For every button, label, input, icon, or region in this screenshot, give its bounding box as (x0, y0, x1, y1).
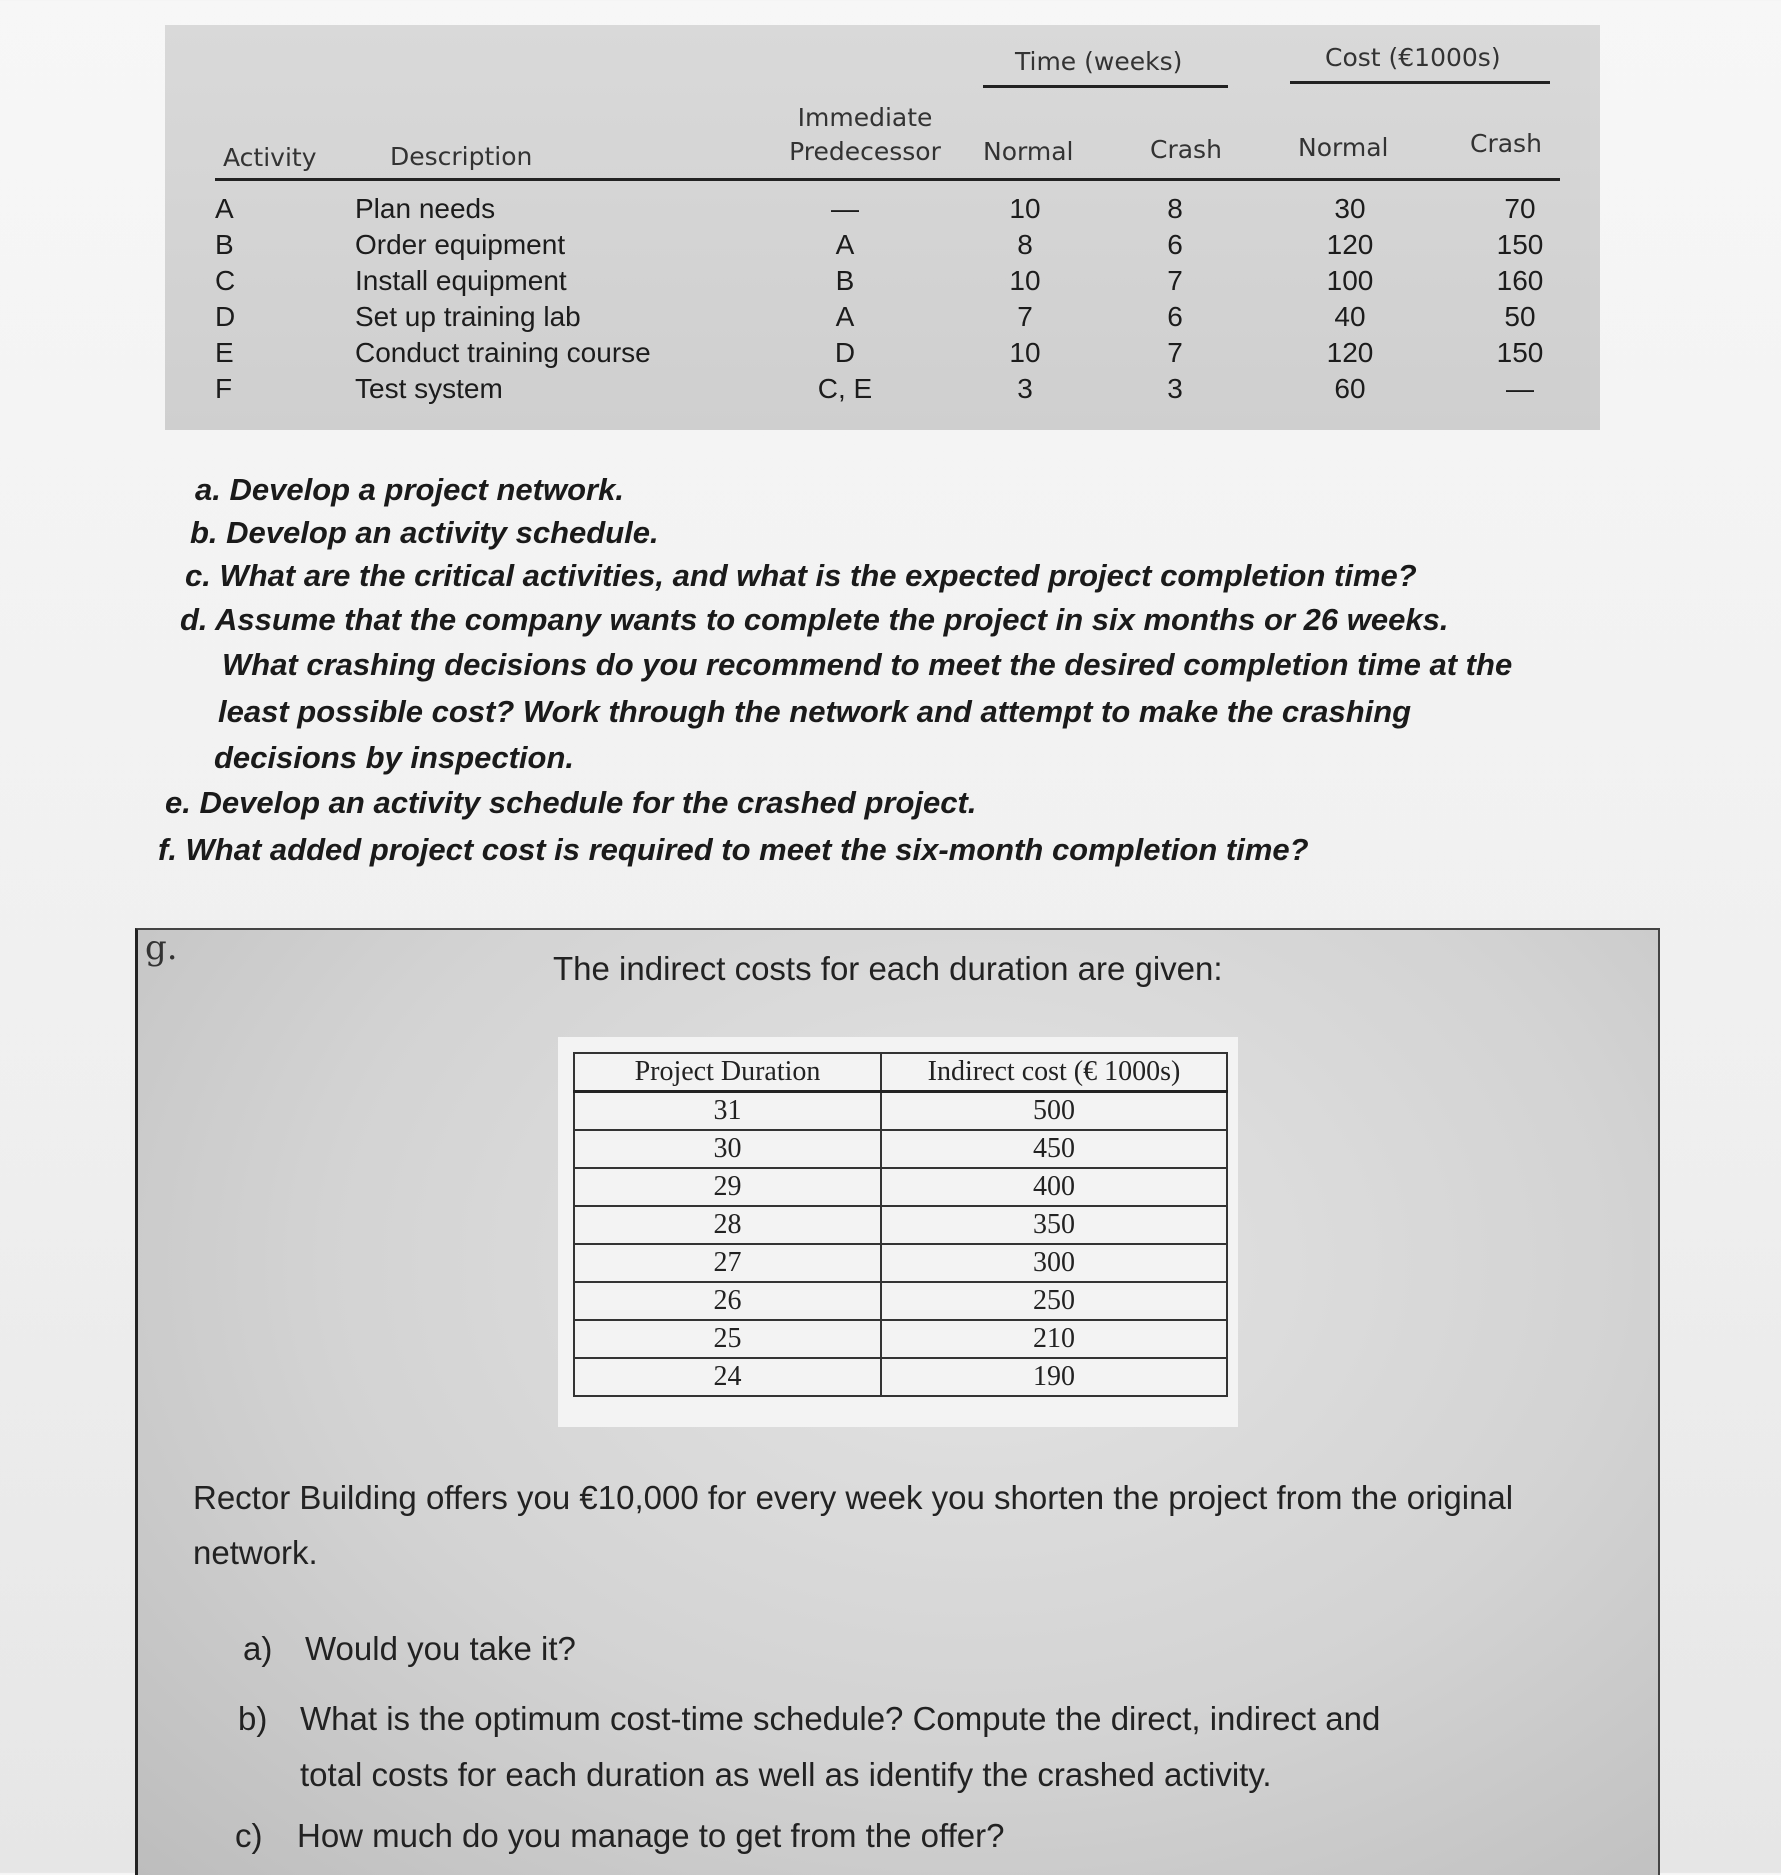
sub-question-c-label: c) (235, 1817, 263, 1854)
sub-question-a-label: a) (243, 1630, 273, 1667)
activity-cell: A (215, 193, 234, 224)
cost-normal-header: Normal (1298, 133, 1389, 162)
duration-cell: 30 (574, 1130, 881, 1168)
duration-header: Project Duration (574, 1053, 881, 1092)
time-crash-cell: 3 (1167, 373, 1183, 404)
time-crash-header: Crash (1150, 135, 1222, 164)
duration-cell: 29 (574, 1168, 881, 1206)
predecessor-cell: C, E (817, 373, 873, 404)
activity-cell: F (215, 373, 233, 404)
cost-normal-cell: 120 (1326, 229, 1374, 260)
sub-question-c (235, 1817, 1004, 1855)
predecessor-header-line2: Predecessor (789, 137, 941, 166)
cost-crash-cell: 50 (1504, 301, 1536, 332)
time-normal-cell: 10 (1009, 193, 1041, 224)
description-cell: Plan needs (355, 193, 496, 224)
table-row (574, 1244, 1227, 1282)
activity-header: Activity (223, 143, 317, 172)
question-a: a. Develop a project network. (195, 472, 624, 507)
cost-cell: 210 (881, 1320, 1227, 1358)
table-row (165, 265, 1600, 301)
cost-normal-cell: 100 (1326, 265, 1374, 296)
time-crash-cell: 6 (1167, 301, 1183, 332)
predecessor-cell: A (835, 301, 855, 332)
time-crash-cell: 6 (1167, 229, 1183, 260)
sub-question-b-text: What is the optimum cost-time schedule? Compute the direct, indirect and (300, 1700, 1381, 1737)
question-e: e. Develop an activity schedule for the crashed project. (165, 785, 977, 820)
predecessor-cell: — (831, 193, 859, 224)
indirect-cost-card (558, 1037, 1238, 1427)
sub-question-a-text: Would you take it? (305, 1630, 576, 1667)
table-row (574, 1320, 1227, 1358)
header-rule (215, 178, 1560, 181)
predecessor-cell: A (835, 229, 855, 260)
cost-normal-cell: 60 (1334, 373, 1366, 404)
cost-crash-cell: 150 (1496, 229, 1544, 260)
sub-question-b (238, 1700, 1380, 1738)
time-crash-cell: 8 (1167, 193, 1183, 224)
description-cell: Install equipment (355, 265, 567, 296)
question-d: d. Assume that the company wants to complete the project in six months or 26 weeks. (180, 602, 1449, 637)
cost-crash-header: Crash (1470, 129, 1542, 158)
cost-cell: 450 (881, 1130, 1227, 1168)
duration-cell: 31 (574, 1092, 881, 1131)
cost-normal-cell: 30 (1334, 193, 1366, 224)
activity-cell: B (215, 229, 234, 260)
table-row (165, 301, 1600, 337)
table-row (574, 1206, 1227, 1244)
activity-table (165, 25, 1600, 430)
time-normal-cell: 3 (1017, 373, 1033, 404)
time-normal-cell: 8 (1017, 229, 1033, 260)
table-row (165, 229, 1600, 265)
cost-crash-cell: — (1506, 373, 1534, 404)
description-header: Description (390, 142, 533, 171)
description-cell: Test system (355, 373, 503, 404)
table-row (574, 1130, 1227, 1168)
time-normal-cell: 10 (1009, 265, 1041, 296)
time-group-header: Time (weeks) (1015, 47, 1183, 76)
offer-text: Rector Building offers you €10,000 for every week you shorten the project from the original network. (193, 1479, 1514, 1571)
cost-cell: 400 (881, 1168, 1227, 1206)
time-group-rule (983, 85, 1228, 88)
cost-cell: 300 (881, 1244, 1227, 1282)
cost-group-rule (1290, 81, 1550, 84)
table-header-row (574, 1053, 1227, 1092)
predecessor-cell: D (834, 337, 856, 368)
cost-crash-cell: 150 (1496, 337, 1544, 368)
indirect-cost-table (573, 1052, 1228, 1397)
question-d-line2: What crashing decisions do you recommend to meet the desired completion time at the (222, 647, 1513, 682)
indirect-cost-header: Indirect cost (€ 1000s) (881, 1053, 1227, 1092)
time-crash-cell: 7 (1167, 337, 1183, 368)
question-d-line3: least possible cost? Work through the network and attempt to make the crashing (218, 694, 1412, 729)
table-row (574, 1092, 1227, 1131)
duration-cell: 26 (574, 1282, 881, 1320)
question-d-line4: decisions by inspection. (214, 740, 575, 775)
duration-cell: 25 (574, 1320, 881, 1358)
time-normal-cell: 10 (1009, 337, 1041, 368)
duration-cell: 27 (574, 1244, 881, 1282)
cost-cell: 190 (881, 1358, 1227, 1396)
time-crash-cell: 7 (1167, 265, 1183, 296)
sub-question-b-label: b) (238, 1700, 268, 1737)
table-row (574, 1168, 1227, 1206)
table-row (165, 193, 1600, 229)
part-g-marker: g. (145, 928, 178, 968)
predecessor-header-line1: Immediate (797, 103, 933, 132)
cost-group-header: Cost (€1000s) (1325, 43, 1501, 72)
cost-normal-cell: 40 (1334, 301, 1366, 332)
cost-cell: 250 (881, 1282, 1227, 1320)
table-row (574, 1282, 1227, 1320)
description-cell: Conduct training course (355, 337, 651, 368)
activity-cell: E (215, 337, 234, 368)
duration-cell: 28 (574, 1206, 881, 1244)
sub-question-c-text: How much do you manage to get from the offer? (297, 1817, 1005, 1854)
predecessor-cell: B (835, 265, 855, 296)
activity-cell: C (215, 265, 236, 296)
cost-cell: 500 (881, 1092, 1227, 1131)
table-row (165, 373, 1600, 409)
time-normal-cell: 7 (1017, 301, 1033, 332)
part-g-panel (135, 928, 1660, 1875)
question-f: f. What added project cost is required to meet the six-month completion time? (158, 832, 1309, 867)
duration-cell: 24 (574, 1358, 881, 1396)
question-b: b. Develop an activity schedule. (190, 515, 659, 550)
table-row (574, 1358, 1227, 1396)
part-g-intro: The indirect costs for each duration are given: (553, 950, 1223, 987)
cost-crash-cell: 70 (1504, 193, 1536, 224)
question-c: c. What are the critical activities, and what is the expected project completion time? (185, 558, 1417, 593)
description-cell: Order equipment (355, 229, 566, 260)
time-normal-header: Normal (983, 137, 1074, 166)
sub-question-b-line2: total costs for each duration as well as identify the crashed activity. (300, 1756, 1272, 1793)
cost-cell: 350 (881, 1206, 1227, 1244)
table-row (165, 337, 1600, 373)
sub-question-a (243, 1630, 576, 1668)
description-cell: Set up training lab (355, 301, 581, 332)
cost-crash-cell: 160 (1496, 265, 1544, 296)
activity-cell: D (215, 301, 236, 332)
cost-normal-cell: 120 (1326, 337, 1374, 368)
